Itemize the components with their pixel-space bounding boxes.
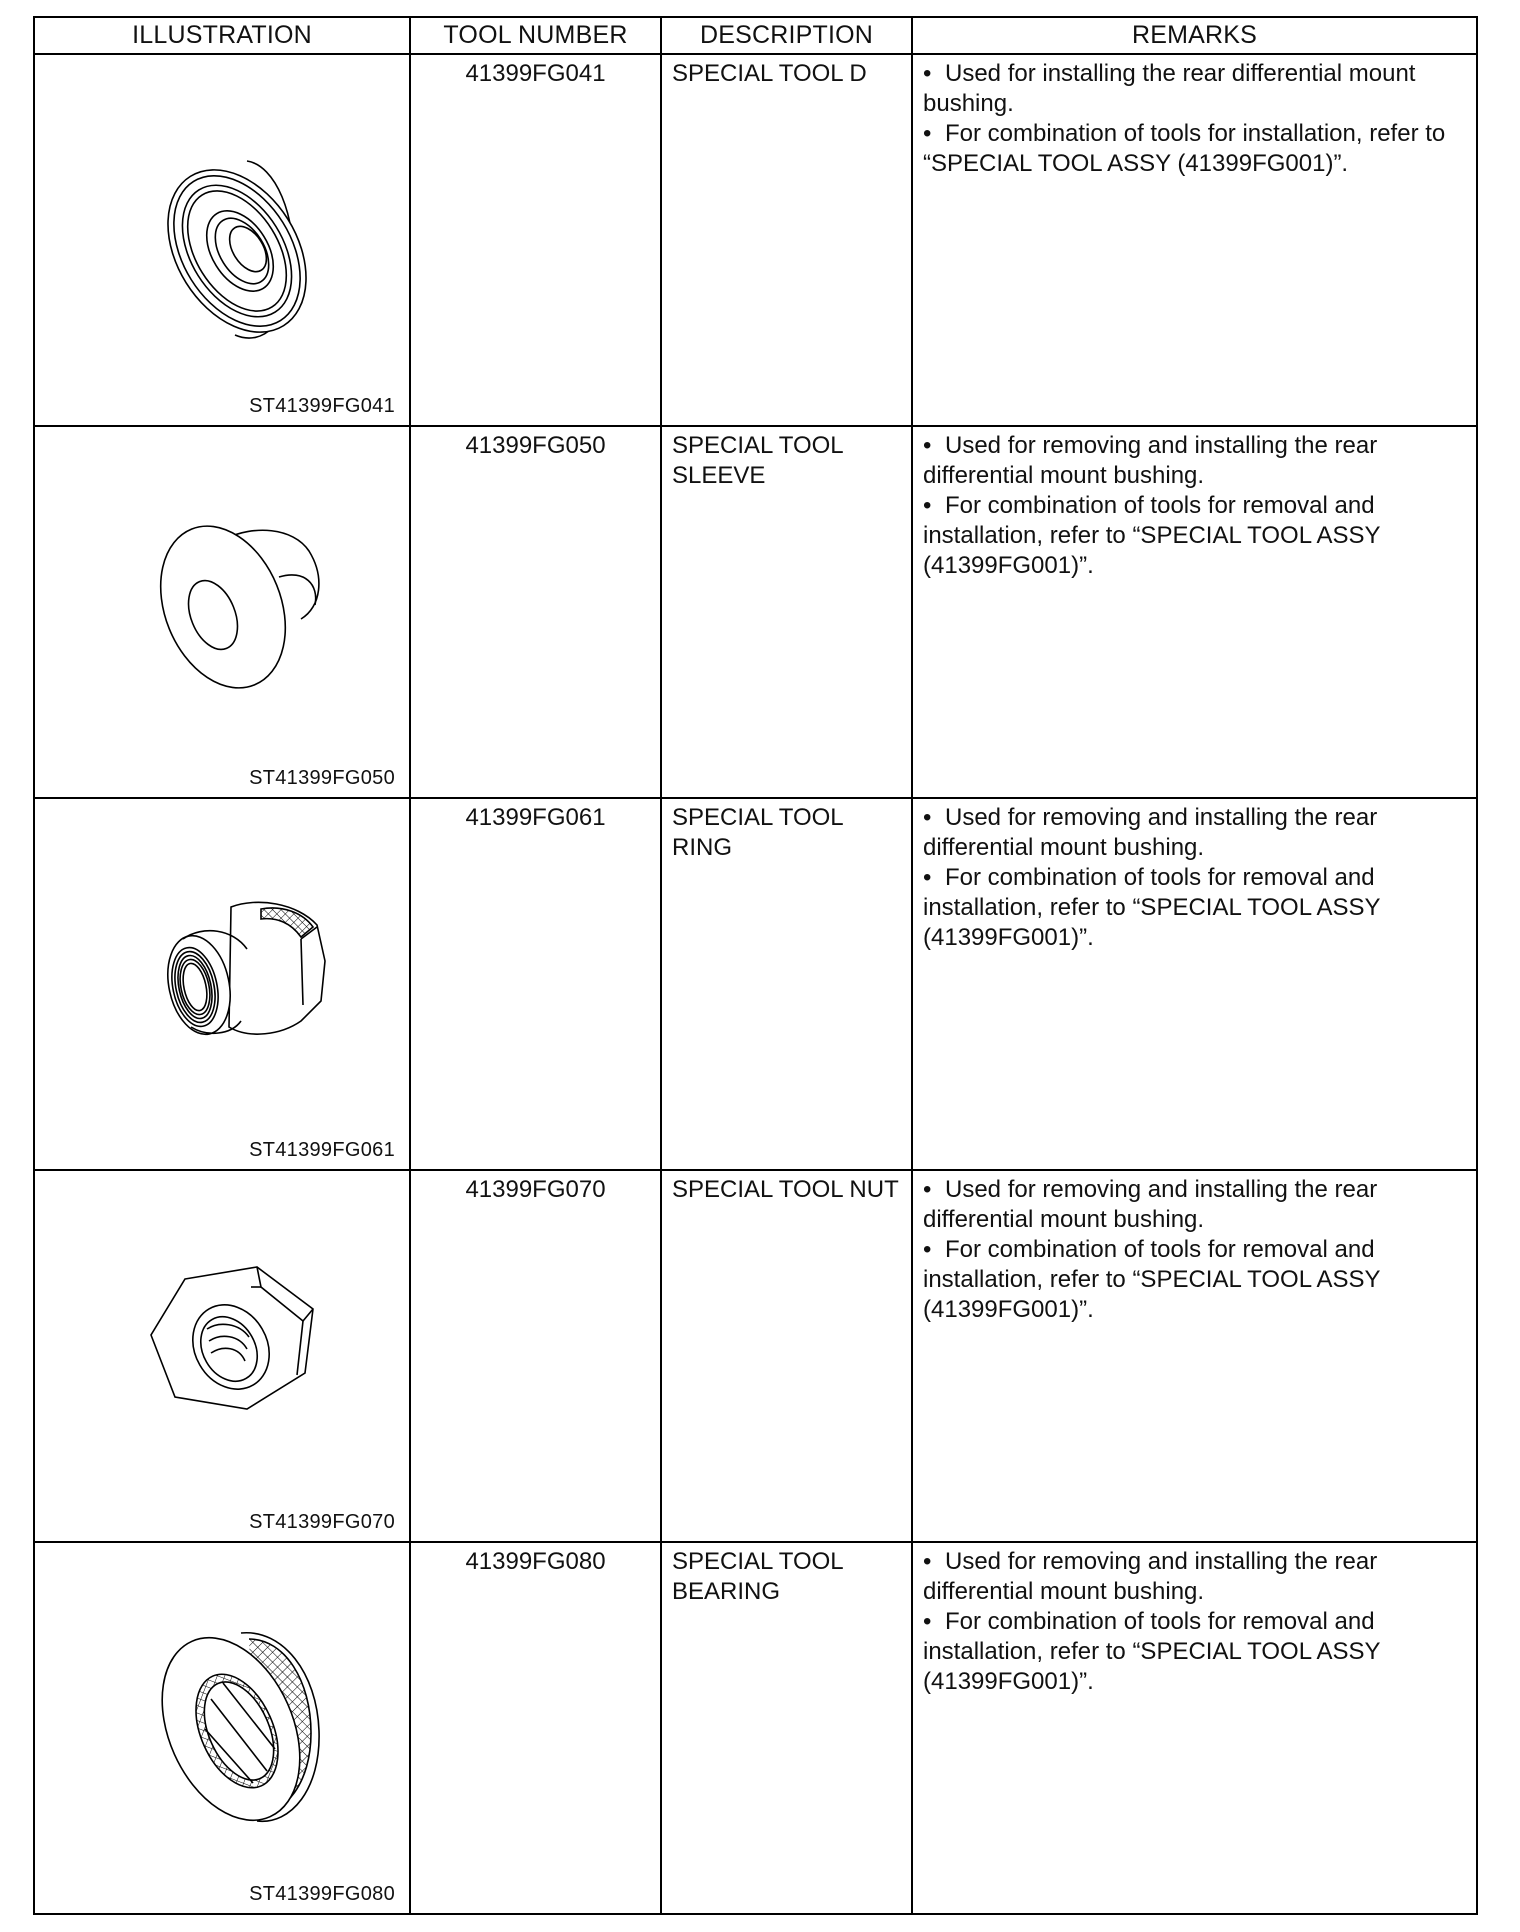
header-remarks: REMARKS bbox=[912, 17, 1477, 54]
illustration-cell bbox=[34, 54, 410, 426]
table-row bbox=[34, 1542, 1477, 1914]
bearing-icon bbox=[35, 1543, 411, 1909]
tool-remarks bbox=[912, 1542, 1477, 1914]
header-illustration: ILLUSTRATION bbox=[34, 17, 410, 54]
illustration-caption: ST41399FG041 bbox=[249, 395, 395, 417]
remark-item: • For combination of tools for removal and installation, refer to “SPECIAL TOOL ASSY (41399FG001)”. bbox=[923, 492, 1381, 579]
remark-item: • Used for removing and installing the rear differential mount bushing. bbox=[923, 1176, 1378, 1233]
header-description: DESCRIPTION bbox=[661, 17, 912, 54]
tool-remarks bbox=[912, 54, 1477, 426]
special-tools-table bbox=[33, 16, 1478, 1915]
illustration-cell bbox=[34, 1170, 410, 1542]
tool-remarks bbox=[912, 1170, 1477, 1542]
tool-remarks bbox=[912, 426, 1477, 798]
illustration-caption: ST41399FG050 bbox=[249, 767, 395, 789]
remark-item: • Used for installing the rear differential mount bushing. bbox=[923, 60, 1416, 117]
remark-item: • For combination of tools for removal and installation, refer to “SPECIAL TOOL ASSY (41399FG001)”. bbox=[923, 1236, 1381, 1323]
table-row bbox=[34, 1170, 1477, 1542]
remark-item: • For combination of tools for removal and installation, refer to “SPECIAL TOOL ASSY (41399FG001)”. bbox=[923, 864, 1381, 951]
remark-item: • Used for removing and installing the rear differential mount bushing. bbox=[923, 432, 1378, 489]
tool-number: 41399FG061 bbox=[410, 798, 661, 1170]
threaded-ring-icon bbox=[35, 799, 411, 1165]
tool-number: 41399FG050 bbox=[410, 426, 661, 798]
sleeve-icon bbox=[35, 427, 411, 793]
illustration-cell bbox=[34, 798, 410, 1170]
hex-nut-icon bbox=[35, 1171, 411, 1537]
tool-number: 41399FG070 bbox=[410, 1170, 661, 1542]
illustration-caption: ST41399FG070 bbox=[249, 1511, 395, 1533]
tool-description: SPECIAL TOOL BEARING bbox=[661, 1542, 912, 1914]
tool-number: 41399FG041 bbox=[410, 54, 661, 426]
illustration-caption: ST41399FG080 bbox=[249, 1883, 395, 1905]
illustration-cell bbox=[34, 1542, 410, 1914]
tool-description: SPECIAL TOOL NUT bbox=[661, 1170, 912, 1542]
header-row bbox=[34, 17, 1477, 54]
remark-item: • Used for removing and installing the rear differential mount bushing. bbox=[923, 1548, 1378, 1605]
tool-description: SPECIAL TOOL RING bbox=[661, 798, 912, 1170]
illustration-caption: ST41399FG061 bbox=[249, 1139, 395, 1161]
tool-description: SPECIAL TOOL D bbox=[661, 54, 912, 426]
tool-number: 41399FG080 bbox=[410, 1542, 661, 1914]
remark-item: • For combination of tools for installation, refer to “SPECIAL TOOL ASSY (41399FG001)”. bbox=[923, 120, 1446, 177]
remark-item: • Used for removing and installing the rear differential mount bushing. bbox=[923, 804, 1378, 861]
table-row bbox=[34, 54, 1477, 426]
tool-description: SPECIAL TOOL SLEEVE bbox=[661, 426, 912, 798]
ring-disc-icon bbox=[35, 55, 411, 421]
table-row bbox=[34, 798, 1477, 1170]
table-row bbox=[34, 426, 1477, 798]
remark-item: • For combination of tools for removal and installation, refer to “SPECIAL TOOL ASSY (41399FG001)”. bbox=[923, 1608, 1381, 1695]
tool-remarks bbox=[912, 798, 1477, 1170]
illustration-cell bbox=[34, 426, 410, 798]
header-tool-number: TOOL NUMBER bbox=[410, 17, 661, 54]
